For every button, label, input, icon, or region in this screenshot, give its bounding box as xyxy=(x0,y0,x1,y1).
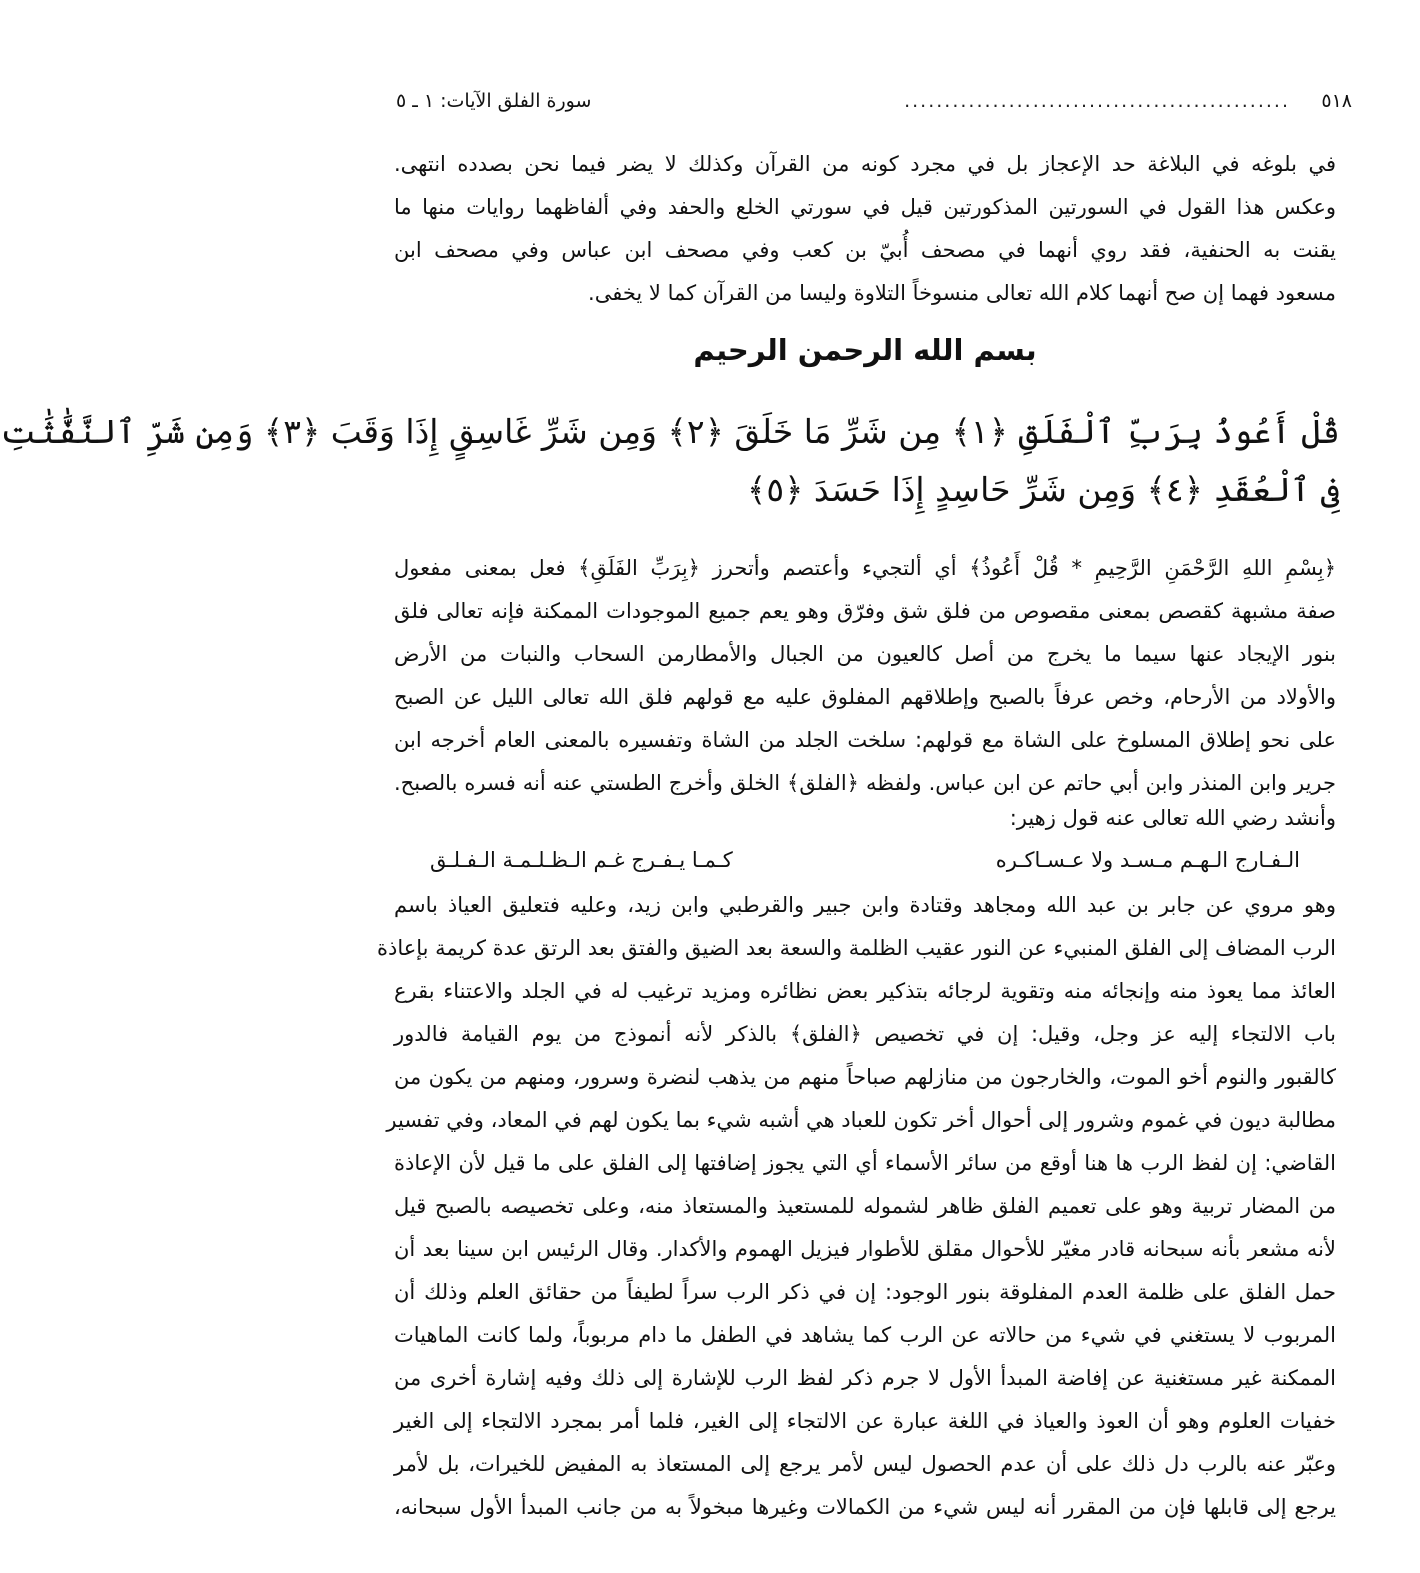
commentary-line: وهو مروي عن جابر بن عبد الله ومجاهد وقتادة وابن جبير والقرطبي وابن زيد، وعليه فتعليق العياذ باسم xyxy=(394,893,1336,917)
commentary-line: الممكنة غير مستغنية عن إفاضة المبدأ الأول لا جرم ذكر لفظ الرب للإشارة إلى ذلك وفيه إشارة أخرى من xyxy=(394,1366,1336,1390)
commentary-line: صفة مشبهة كقصص بمعنى مقصوص من فلق شق وفرّق وهو يعم جميع الموجودات الممكنة فإنه تعالى فلق xyxy=(394,599,1336,623)
commentary-line: الرب المضاف إلى الفلق المنبيء عن النور عقيب الظلمة والسعة بعد الضيق والفتق بعد الرتق عدة كريمة بإعاذة xyxy=(376,936,1336,960)
quran-verse-line: قُلْ أَعُوذُ بِرَبِّ ٱلْفَلَقِ ﴿١﴾ مِن شَرِّ مَا خَلَقَ ﴿٢﴾ وَمِن شَرِّ غَاسِقٍ إِذَا وَقَبَ ﴿٣﴾ وَمِن شَرِّ ٱلنَّفَّٰثَٰتِ xyxy=(0,412,1340,451)
commentary-line: العائذ مما يعوذ منه وإنجائه منه وتقوية لرجائه بتذكير بعض نظائره ومزيد ترغيب له في الجلد والاعتناء بقرع xyxy=(394,979,1336,1003)
running-title: سورة الفلق الآيات: ١ ـ ٥ xyxy=(396,90,592,112)
commentary-line: ﴿بِسْمِ اللهِ الرَّحْمَنِ الرَّحِيمِ * قُلْ أَعُوذُ﴾ أي ألتجيء وأعتصم وأتحرز ﴿بِرَبِّ الفَلَقِ﴾ فعل بمعنى مفعول xyxy=(394,556,1336,580)
commentary-line: المربوب لا يستغني في شيء من حالاته عن الرب كما يشاهد في الطفل ما دام مربوباً، ولما كانت الماهيات xyxy=(394,1323,1336,1347)
poem-hemistich-first: الـفـارج الـهـم مـسـد ولا عـسـاكـره xyxy=(995,848,1300,872)
commentary-line: بنور الإيجاد عنها سيما ما يخرج من أصل كالعيون من الجبال والأمطارمن السحاب والنبات من الأرض xyxy=(394,642,1336,666)
commentary-line: حمل الفلق على ظلمة العدم المفلوقة بنور الوجود: إن في ذكر الرب سراً لطيفاً من حقائق العلم وذلك أن xyxy=(394,1280,1336,1304)
quran-verse-line: فِى ٱلْعُقَدِ ﴿٤﴾ وَمِن شَرِّ حَاسِدٍ إِذَا حَسَدَ ﴿٥﴾ xyxy=(747,470,1340,509)
commentary-line: القاضي: إن لفظ الرب ها هنا أوقع من سائر الأسماء أي التي يجوز إضافتها إلى الفلق على ما قيل لأن الإعاذة xyxy=(394,1151,1336,1175)
intro-line: وعكس هذا القول في السورتين المذكورتين قيل في سورتي الخلع والحفد وفي ألفاظهما روايات منها ما xyxy=(394,195,1336,219)
commentary-line: جرير وابن المنذر وابن أبي حاتم عن ابن عباس. ولفظه ﴿الفلق﴾ الخلق وأخرج الطستي عنه أنه فسره بالصبح. xyxy=(394,771,1336,795)
commentary-line: باب الالتجاء إليه عز وجل، وقيل: إن في تخصيص ﴿الفلق﴾ بالذكر لأنه أنموذج من يوم القيامة فالدور xyxy=(394,1022,1336,1046)
commentary-line: والأولاد من الأرحام، وخص عرفاً بالصبح وإطلاقهم المفلوق عليه مع قولهم فلق الله تعالى الليل عن الصبح xyxy=(394,685,1336,709)
page-number: ٥١٨ xyxy=(1321,90,1352,112)
poem-hemistich-second: كـمـا يـفـرج غـم الـظـلـمـة الـفـلـق xyxy=(430,848,733,872)
commentary-line: لأنه مشعر بأنه سبحانه قادر مغيّر للأحوال مقلق للأطوار فيزيل الهموم والأكدار. وقال الرئيس ابن سينا بعد أن xyxy=(394,1237,1336,1261)
intro-line: مسعود فهما إن صح أنهما كلام الله تعالى منسوخاً التلاوة وليسا من القرآن كما لا يخفى. xyxy=(588,281,1336,305)
commentary-line: وعبّر عنه بالرب دل ذلك على أن عدم الحصول ليس لأمر يرجع إلى المستعاذ به المفيض للخيرات، بل لأمر xyxy=(394,1452,1336,1476)
commentary-line: يرجع إلى قابلها فإن من المقرر أنه ليس شيء من الكمالات وغيرها مبخولاً به من جانب المبدأ الأول سبحانه، xyxy=(394,1495,1336,1519)
poem-verse xyxy=(430,842,1300,878)
intro-line: في بلوغه في البلاغة حد الإعجاز بل في مجرد كونه من القرآن وكذلك لا يضر فيما نحن بصدده انتهى. xyxy=(394,152,1336,176)
commentary-line: على نحو إطلاق المسلوخ على الشاة مع قولهم: سلخت الجلد من الشاة وتفسيره بالمعنى العام أخرجه ابن xyxy=(394,728,1336,752)
commentary-line: كالقبور والنوم أخو الموت، والخارجون من منازلهم صباحاً منهم من يذهب لنضرة وسرور، ومنهم من يكون من xyxy=(394,1065,1336,1089)
commentary-line: مطالبة ديون في غموم وشرور إلى أحوال أخر تكون للعباد هي أشبه شيء بما يكون لهم في المعاد، وفي تفسير xyxy=(386,1108,1336,1132)
intro-line: يقنت به الحنفية، فقد روي أنهما في مصحف أُبيّ بن كعب وفي مصحف ابن عباس وفي مصحف ابن xyxy=(394,238,1336,262)
page-header xyxy=(396,84,1352,118)
commentary-line: من المضار تربية وهو على تعميم الفلق ظاهر لشموله للمستعيذ والمستعاذ منه، وعلى تخصيصه بالصبح قيل xyxy=(394,1194,1336,1218)
header-leader-dots: ................................................ xyxy=(904,90,1290,112)
commentary-line: وأنشد رضي الله تعالى عنه قول زهير: xyxy=(1009,806,1336,830)
commentary-line: خفيات العلوم وهو أن العوذ والعياذ في اللغة عبارة عن الالتجاء إلى الغير، فلما أمر بمجرد الالتجاء إلى الغير xyxy=(394,1409,1336,1433)
basmala-heading: بسم الله الرحمن الرحيم xyxy=(693,333,1037,367)
